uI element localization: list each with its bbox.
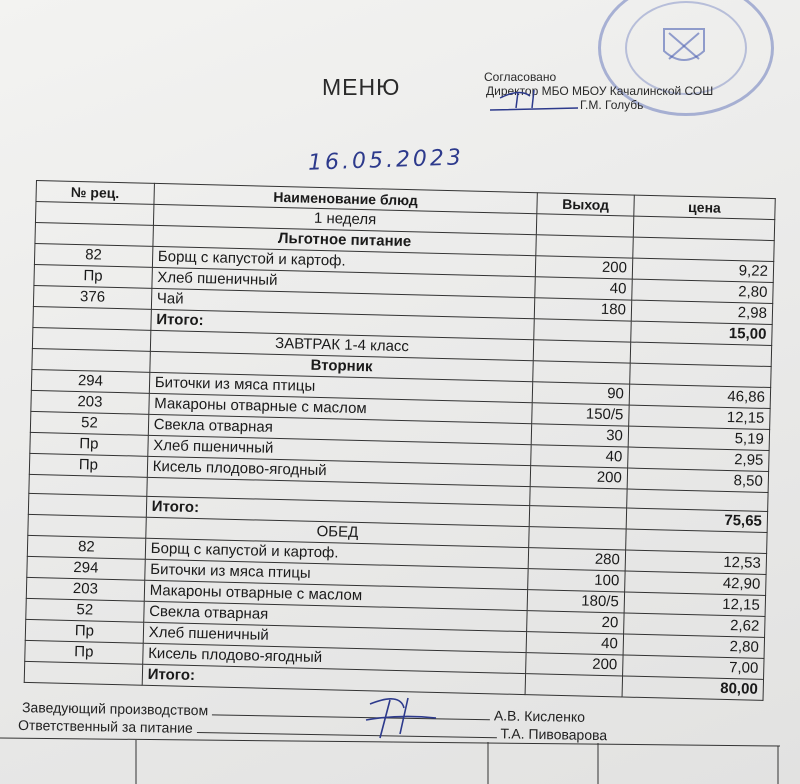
recipe-number-cell: 52: [30, 411, 148, 435]
dish-name-cell: Макароны отварные с маслом: [144, 580, 528, 610]
recipe-number-cell: 82: [34, 243, 152, 267]
portion-cell: 40: [531, 445, 628, 468]
recipe-number-cell: 52: [26, 598, 144, 622]
portion-cell: 200: [530, 466, 627, 489]
approval-label: Согласовано: [484, 70, 557, 84]
footer-name-1: А.В. Кисленко: [493, 707, 586, 725]
approval-director: Директор МБО МБОУ Качалинской СОШ: [486, 84, 714, 98]
price-cell: 46,86: [629, 384, 771, 408]
dish-name-cell: Свекла отварная: [148, 414, 532, 444]
dish-name-cell: Хлеб пшеничный: [148, 435, 532, 465]
recipe-number-cell: 294: [31, 369, 149, 393]
recipe-number-cell: Пр: [34, 264, 152, 288]
manager-signature: [360, 690, 440, 742]
portion-cell: 30: [531, 424, 628, 447]
col-price: цена: [634, 195, 776, 219]
breakfast-row: ЗАВТРАК 1-4 класс: [32, 327, 771, 366]
total-row: Итого: 75,65: [28, 493, 767, 532]
dish-name-cell: Биточки из мяса птицы: [149, 372, 533, 402]
dish-name-cell: Борщ с капустой и картоф.: [145, 538, 529, 568]
recipe-number-cell: Пр: [29, 453, 147, 477]
total-row: Итого: 80,00: [24, 661, 763, 700]
week-row: 1 неделя: [35, 202, 774, 241]
dish-name-cell: Кисель плодово-ягодный: [147, 456, 531, 486]
recipe-number-cell: 203: [31, 390, 149, 414]
price-cell: 2,62: [624, 613, 766, 637]
menu-table: [24, 180, 776, 701]
dish-name-cell: Борщ с капустой и картоф.: [152, 246, 536, 276]
recipe-number-cell: Пр: [25, 619, 143, 643]
recipe-number-cell: 294: [27, 556, 145, 580]
price-cell: 7,00: [622, 655, 764, 679]
price-cell: 42,90: [625, 571, 767, 595]
portion-cell: 180/5: [527, 590, 624, 613]
price-cell: 5,19: [628, 426, 770, 450]
price-cell: 8,50: [627, 468, 769, 492]
dish-name-cell: Свекла отварная: [143, 601, 527, 631]
portion-cell: 20: [527, 611, 624, 634]
price-cell: 2,80: [632, 279, 774, 303]
price-cell: 2,95: [628, 447, 770, 471]
dish-name-cell: Кисель плодово-ягодный: [142, 643, 526, 673]
recipe-number-cell: Пр: [30, 432, 148, 456]
approval-name: Г.М. Голубь: [580, 98, 644, 112]
portion-cell: 280: [528, 548, 625, 571]
portion-cell: 100: [528, 569, 625, 592]
menu-date: 16.05.2023: [307, 145, 465, 176]
dish-name-cell: Макароны отварные с маслом: [149, 393, 533, 423]
dish-name-cell: Биточки из мяса птицы: [144, 559, 528, 589]
coat-of-arms-icon: [659, 21, 709, 71]
portion-cell: 40: [535, 277, 632, 300]
dish-name-cell: Хлеб пшеничный: [143, 622, 527, 652]
price-cell: 12,53: [625, 550, 767, 574]
recipe-number-cell: Пр: [25, 640, 143, 664]
page-title: МЕНЮ: [322, 74, 401, 100]
price-cell: 9,22: [632, 258, 774, 282]
portion-cell: 90: [532, 382, 629, 405]
portion-cell: 200: [535, 256, 632, 279]
recipe-number-cell: 82: [27, 535, 145, 559]
footer-role-2: Ответственный за питание: [17, 716, 193, 736]
director-signature: [490, 84, 580, 114]
col-dish-name: Наименование блюд: [154, 183, 538, 213]
portion-cell: 180: [534, 298, 631, 321]
footer-role-1: Заведующий производством: [21, 699, 209, 719]
price-cell: 12,15: [629, 405, 771, 429]
lunch-row: ОБЕД: [28, 514, 767, 553]
footer-name-2: Т.А. Пивоварова: [500, 725, 608, 744]
portion-cell: 40: [526, 632, 623, 655]
dish-name-cell: Хлеб пшеничный: [152, 267, 536, 297]
dish-name-cell: Чай: [151, 288, 535, 318]
recipe-number-cell: 376: [33, 285, 151, 309]
recipe-number-cell: 203: [26, 577, 144, 601]
total-row: Итого: 15,00: [33, 306, 772, 345]
price-cell: 2,98: [631, 300, 773, 324]
price-cell: 12,15: [624, 592, 766, 616]
day-row: Вторник: [32, 348, 771, 387]
col-recipe-number: № рец.: [36, 181, 154, 205]
portion-cell: 150/5: [532, 403, 629, 426]
col-portion: Выход: [537, 193, 634, 216]
portion-cell: 200: [526, 653, 623, 676]
section-row: Льготное питание: [35, 222, 774, 261]
lower-table-lines: [0, 736, 800, 784]
price-cell: 2,80: [623, 634, 765, 658]
